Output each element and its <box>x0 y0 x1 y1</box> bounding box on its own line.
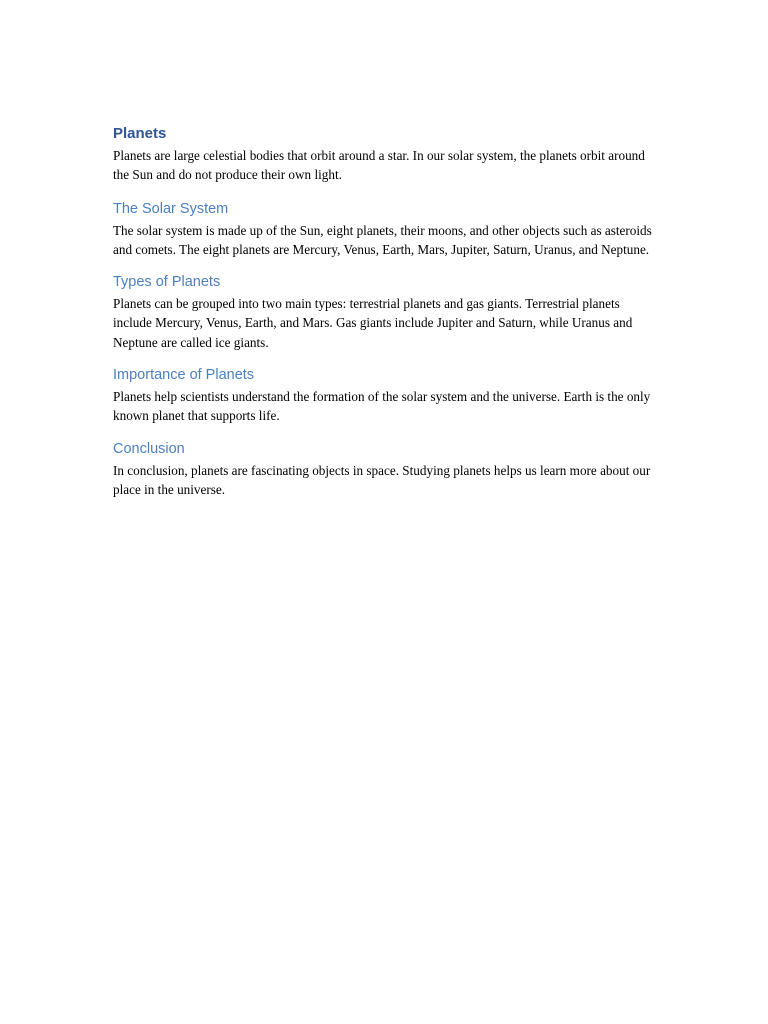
document-page <box>113 124 661 512</box>
heading-solar-system: The Solar System <box>113 200 229 217</box>
section-solar-system <box>113 199 661 260</box>
section-planets <box>113 124 661 185</box>
paragraph-importance: Planets help scientists understand the formation of the solar system and the universe. Earth is the only known planet that supports life. <box>113 389 651 424</box>
section-importance <box>113 365 661 426</box>
document-title: Planets <box>113 125 167 142</box>
paragraph-planets: Planets are large celestial bodies that orbit around a star. In our solar system, the planets orbit around the Sun and do not produce their own light. <box>113 148 645 183</box>
section-conclusion <box>113 439 661 500</box>
paragraph-types-of-planets: Planets can be grouped into two main types: terrestrial planets and gas giants. Terrestrial planets include Mercury, Venus, Earth, and Mars. Gas giants include Jupiter and Saturn, while Uranus and Neptune are called ice giants. <box>113 296 633 350</box>
section-types-of-planets <box>113 272 661 352</box>
paragraph-conclusion: In conclusion, planets are fascinating objects in space. Studying planets helps us learn more about our place in the universe. <box>113 462 651 497</box>
heading-importance: Importance of Planets <box>113 367 255 384</box>
heading-conclusion: Conclusion <box>113 440 185 457</box>
heading-types-of-planets: Types of Planets <box>113 274 221 291</box>
paragraph-solar-system: The solar system is made up of the Sun, eight planets, their moons, and other objects such as asteroids and comets. The eight planets are Mercury, Venus, Earth, Mars, Jupiter, Saturn, Uranus, and Neptune. <box>113 222 652 257</box>
